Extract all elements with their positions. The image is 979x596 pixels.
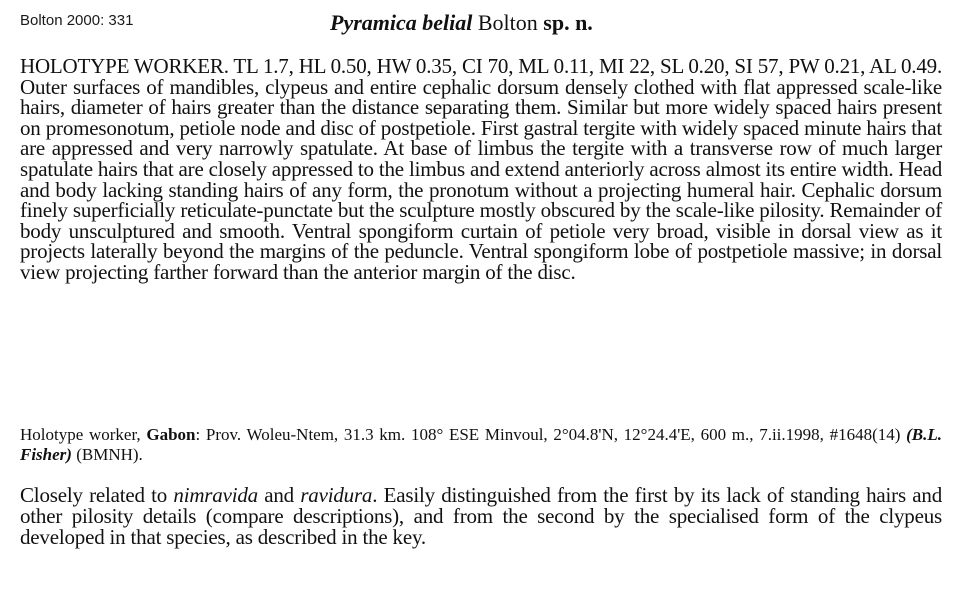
material-depository: (BMNH). — [71, 444, 143, 464]
remarks-species2: ravidura — [300, 483, 373, 507]
remarks-part3: . Easily distinguished from the first by its lack of standing hairs and other pilosity details (compare descriptions), and from the second by the specialised form of the clypeus developed in that species, as described in the key. — [20, 483, 942, 549]
material-country: Gabon — [146, 425, 196, 444]
holotype-description: HOLOTYPE WORKER. TL 1.7, HL 0.50, HW 0.35, CI 70, ML 0.11, MI 22, SL 0.20, SI 57, PW 0.21, AL 0.49. Outer surfaces of mandibles, clypeus and entire cephalic dorsum densely clothed with flat appressed scale-like hairs, diameter of hairs greater than the distance separating them. Similar but more widely spaced hairs present on promesonotum, petiole node and disc of postpetiole. First gastral tergite with widely spaced minute hairs that are appressed and very narrowly spatulate. At base of limbus the tergite with a transverse row of much larger spatulate hairs that are closely appressed to the limbus and extend anteriorly across almost its entire width. Head and body lacking standing hairs of any form, the pronotum without a projecting humeral hair. Cephalic dorsum finely superficially reticulate-punctate but the sculpture mostly obscured by the scale-like pilosity. Remainder of body unsculptured and smooth. Ventral spongiform curtain of petiole very broad, visible in dorsal view as it projects laterally beyond the margins of the peduncle. Ventral spongiform lobe of postpetiole massive; in dorsal view projecting farther forward than the anterior margin of the disc. — [20, 54, 942, 284]
material-collector: (B.L. Fisher) — [20, 425, 942, 464]
remarks-paragraph — [20, 485, 942, 548]
taxon-status: sp. n. — [543, 10, 593, 35]
material-locality: : Prov. Woleu-Ntem, 31.3 km. 108° ESE Minvoul, 2°04.8'N, 12°24.4'E, 600 m., 7.ii.1998, #1648(14) — [195, 425, 907, 444]
material-prefix: Holotype worker, — [20, 425, 147, 444]
taxon-author: Bolton — [477, 10, 538, 35]
material-examined — [20, 425, 942, 464]
remarks-part1: Closely related to — [20, 483, 174, 507]
species-heading — [330, 10, 593, 36]
remarks-species1: nimravida — [173, 483, 258, 507]
taxon-name: Pyramica belial — [330, 10, 473, 35]
remarks-part2: and — [257, 483, 301, 507]
citation-label: Bolton 2000: 331 — [20, 12, 134, 29]
